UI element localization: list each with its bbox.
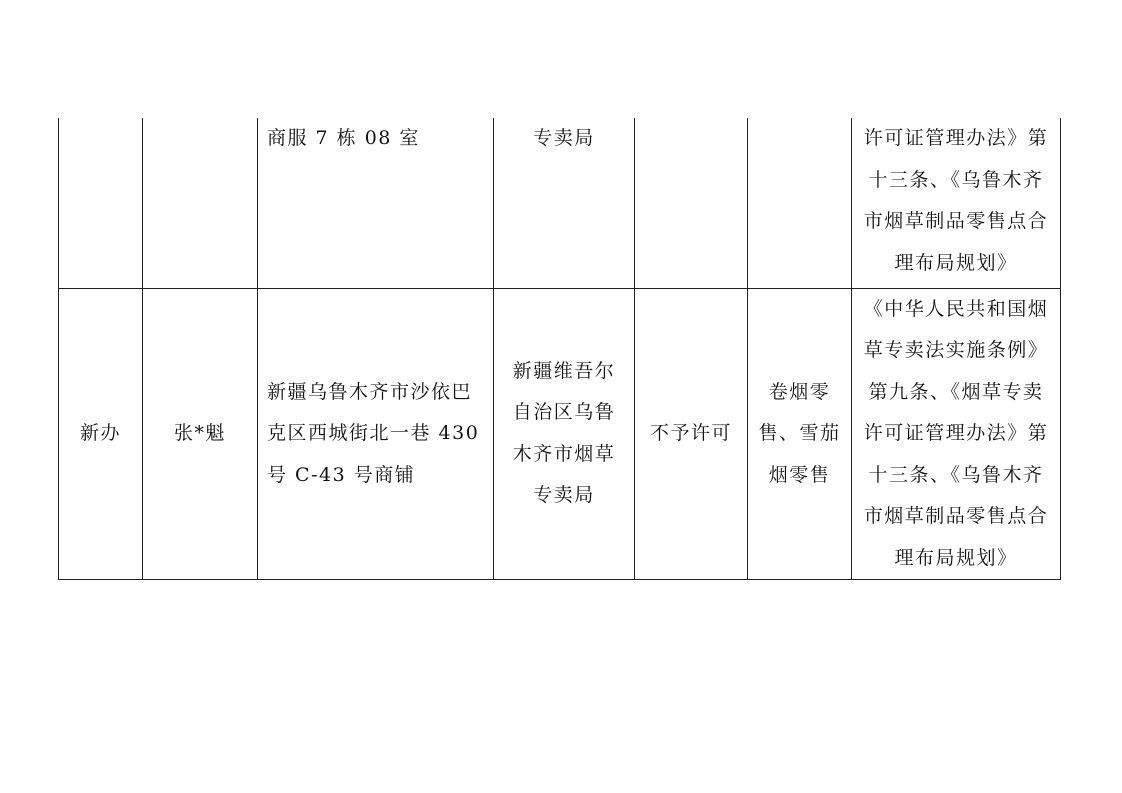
authority-line: 木齐市烟草: [512, 442, 616, 465]
basis-line: 许可证管理办法》第: [863, 127, 1049, 149]
scope-line: 烟零售: [768, 463, 831, 486]
legal-basis-cell: [852, 118, 1061, 288]
address-line: 克区西城街北一巷 430: [267, 422, 480, 444]
type-cell: [59, 288, 143, 580]
applicant-cell: [143, 118, 258, 288]
basis-line: 《中华人民共和国烟: [863, 297, 1049, 320]
table-row: [59, 288, 1061, 580]
authority-line: 专卖局: [533, 484, 595, 507]
applicant-name: 张*魁: [173, 422, 226, 444]
scope-cell: [748, 118, 852, 288]
scope-line: 卷烟零: [768, 380, 831, 403]
basis-line: 市烟草制品零售点合: [863, 210, 1049, 232]
authority-line: 专卖局: [533, 127, 595, 149]
basis-line: 许可证管理办法》第: [863, 422, 1049, 444]
type-cell: [59, 118, 143, 288]
decision-cell: [635, 288, 748, 580]
authority-line: 自治区乌鲁: [512, 401, 616, 424]
decision-cell: [635, 118, 748, 288]
basis-line: 十三条、《乌鲁木齐: [868, 168, 1044, 191]
basis-line: 第九条、《烟草专卖: [868, 380, 1044, 403]
legal-basis-cell: [852, 288, 1061, 580]
decision-value: 不予许可: [649, 422, 732, 444]
authority-cell: [494, 118, 635, 288]
address-cell: [258, 118, 494, 288]
address-line: 商服 7 栋 08 室: [267, 127, 420, 149]
basis-line: 十三条、《乌鲁木齐: [868, 463, 1044, 486]
license-decision-table: [58, 118, 1061, 580]
scope-line: 售、雪茄: [758, 422, 841, 444]
address-cell: [258, 288, 494, 580]
authority-line: 新疆维吾尔: [512, 359, 616, 382]
type-value: 新办: [79, 422, 121, 444]
scope-cell: [748, 288, 852, 580]
basis-line: 理布局规划》: [894, 546, 1018, 569]
address-line: 新疆乌鲁木齐市沙依巴: [267, 380, 473, 403]
basis-line: 理布局规划》: [894, 251, 1018, 274]
authority-cell: [494, 288, 635, 580]
basis-line: 草专卖法实施条例》: [863, 339, 1049, 361]
basis-line: 市烟草制品零售点合: [863, 505, 1049, 527]
table-row: [59, 118, 1061, 288]
applicant-cell: [143, 288, 258, 580]
address-line: 号 C-43 号商铺: [267, 463, 416, 486]
